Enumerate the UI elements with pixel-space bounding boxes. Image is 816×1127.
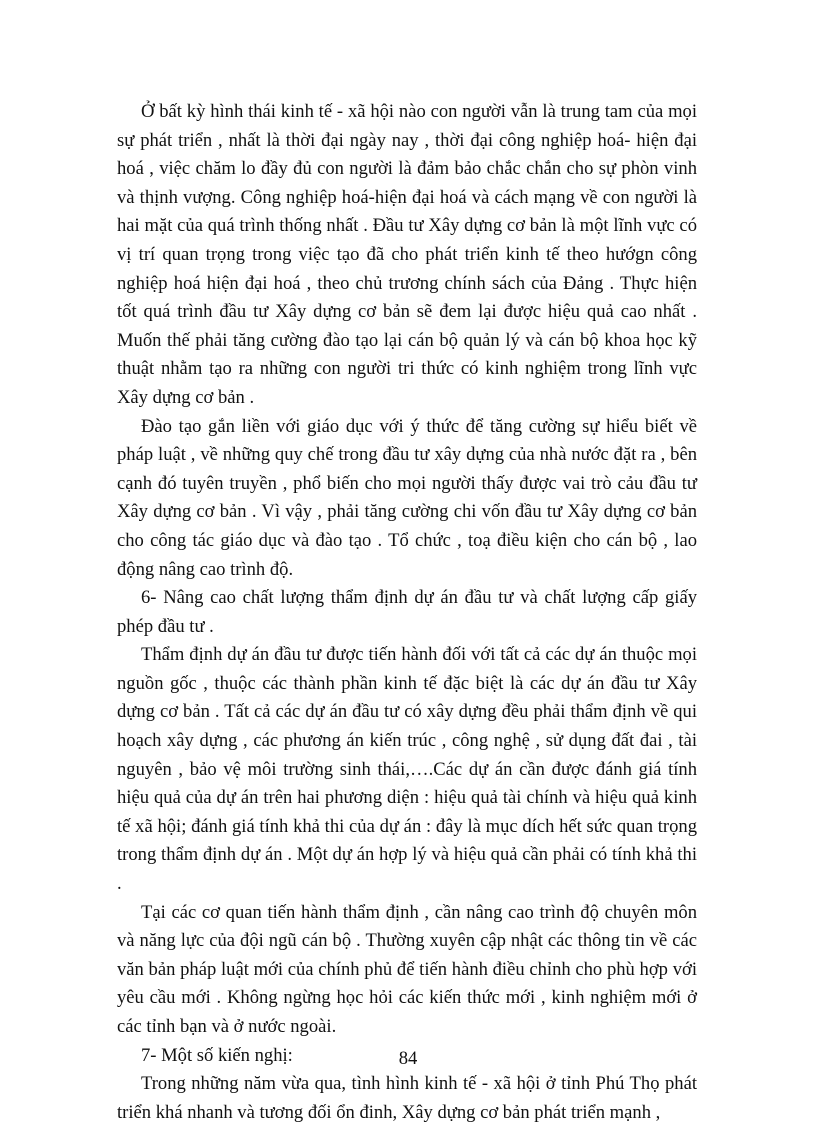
- paragraph-human-development: Ở bất kỳ hình thái kinh tế - xã hội nào con người vẫn là trung tam của mọi sự phát triển , nhất là thời đại ngày nay , thời đại công nghiệp hoá- hiện đại hoá , việc chăm lo đầy đủ con người là đảm bảo chắc chắn cho sự phòn vinh và thịnh vượng. Công nghiệp hoá-hiện đại hoá và cách mạng về con người là hai mặt của quá trình thống nhất . Đầu tư Xây dựng cơ bản là một lĩnh vực có vị trí quan trọng trong việc tạo đã cho phát triển kinh tế theo hướgn công nghiệp hoá hiện đại hoá , theo chủ trương chính sách của Đảng . Thực hiện tốt quá trình đầu tư Xây dựng cơ bản sẽ đem lại được hiệu quả cao nhất . Muốn thế phải tăng cường đào tạo lại cán bộ quản lý và cán bộ khoa học kỹ thuật nhằm tạo ra những con người tri thức có kinh nghiệm trong lĩnh vực Xây dựng cơ bản .: [117, 101, 697, 408]
- page-number: 84: [398, 1048, 418, 1069]
- paragraph-recommendations: Trong những năm vừa qua, tình hình kinh tế - xã hội ở tỉnh Phú Thọ phát triển khá nhanh và tương đối ổn đinh, Xây dựng cơ bản phát triển mạnh ,: [117, 1073, 697, 1123]
- paragraph-appraisal-agencies: Tại các cơ quan tiến hành thẩm định , cần nâng cao trình độ chuyên môn và năng lực của đội ngũ cán bộ . Thường xuyên cập nhật các thông tin về các văn bản pháp luật mới của chính phủ để tiến hành điều chỉnh cho phù hợp với yêu cầu mới . Không ngừng học hỏi các kiến thức mới , kinh nghiệm mới ở các tỉnh bạn và ở nước ngoài.: [117, 901, 697, 1037]
- paragraph-training-education: Đào tạo gắn liền với giáo dục với ý thức để tăng cường sự hiểu biết về pháp luật , về những quy chế trong đầu tư xây dựng của nhà nước đặt ra , bên cạnh đó tuyên truyền , phổ biến cho mọi người thấy được vai trò cảu đầu tư Xây dựng cơ bản . Vì vậy , phải tăng cường chi vốn đầu tư Xây dựng cơ bản cho công tác giáo dục và đào tạo . Tổ chức , toạ điều kiện cho cán bộ , lao động nâng cao trình độ.: [117, 415, 697, 580]
- body-text: [117, 98, 697, 1127]
- section-heading-7: 7- Một số kiến nghị:: [141, 1044, 293, 1066]
- section-heading-6: 6- Nâng cao chất lượng thẩm định dự án đầu tư và chất lượng cấp giấy phép đầu tư .: [117, 587, 697, 637]
- paragraph-project-appraisal: Thẩm định dự án đầu tư được tiến hành đối với tất cả các dự án thuộc mọi nguồn gốc , thuộc các thành phần kinh tế đặc biệt là các dự án đầu tư Xây dựng cơ bản . Tất cả các dự án đầu tư có xây dựng đều phải thẩm định về qui hoạch xây dựng , các phương án kiến trúc , công nghệ , sử dụng đất đai , tài nguyên , bảo vệ môi trường sinh thái,….Các dự án cần được đánh giá tính hiệu quả của dự án trên hai phương diện : hiệu quả tài chính và hiệu quả kinh tế xã hội; đánh giá tính khả thi của dự án : đây là mục dích hết sức quan trọng trong thẩm định dự án . Một dự án hợp lý và hiệu quả cần phải có tính khả thi .: [117, 644, 697, 895]
